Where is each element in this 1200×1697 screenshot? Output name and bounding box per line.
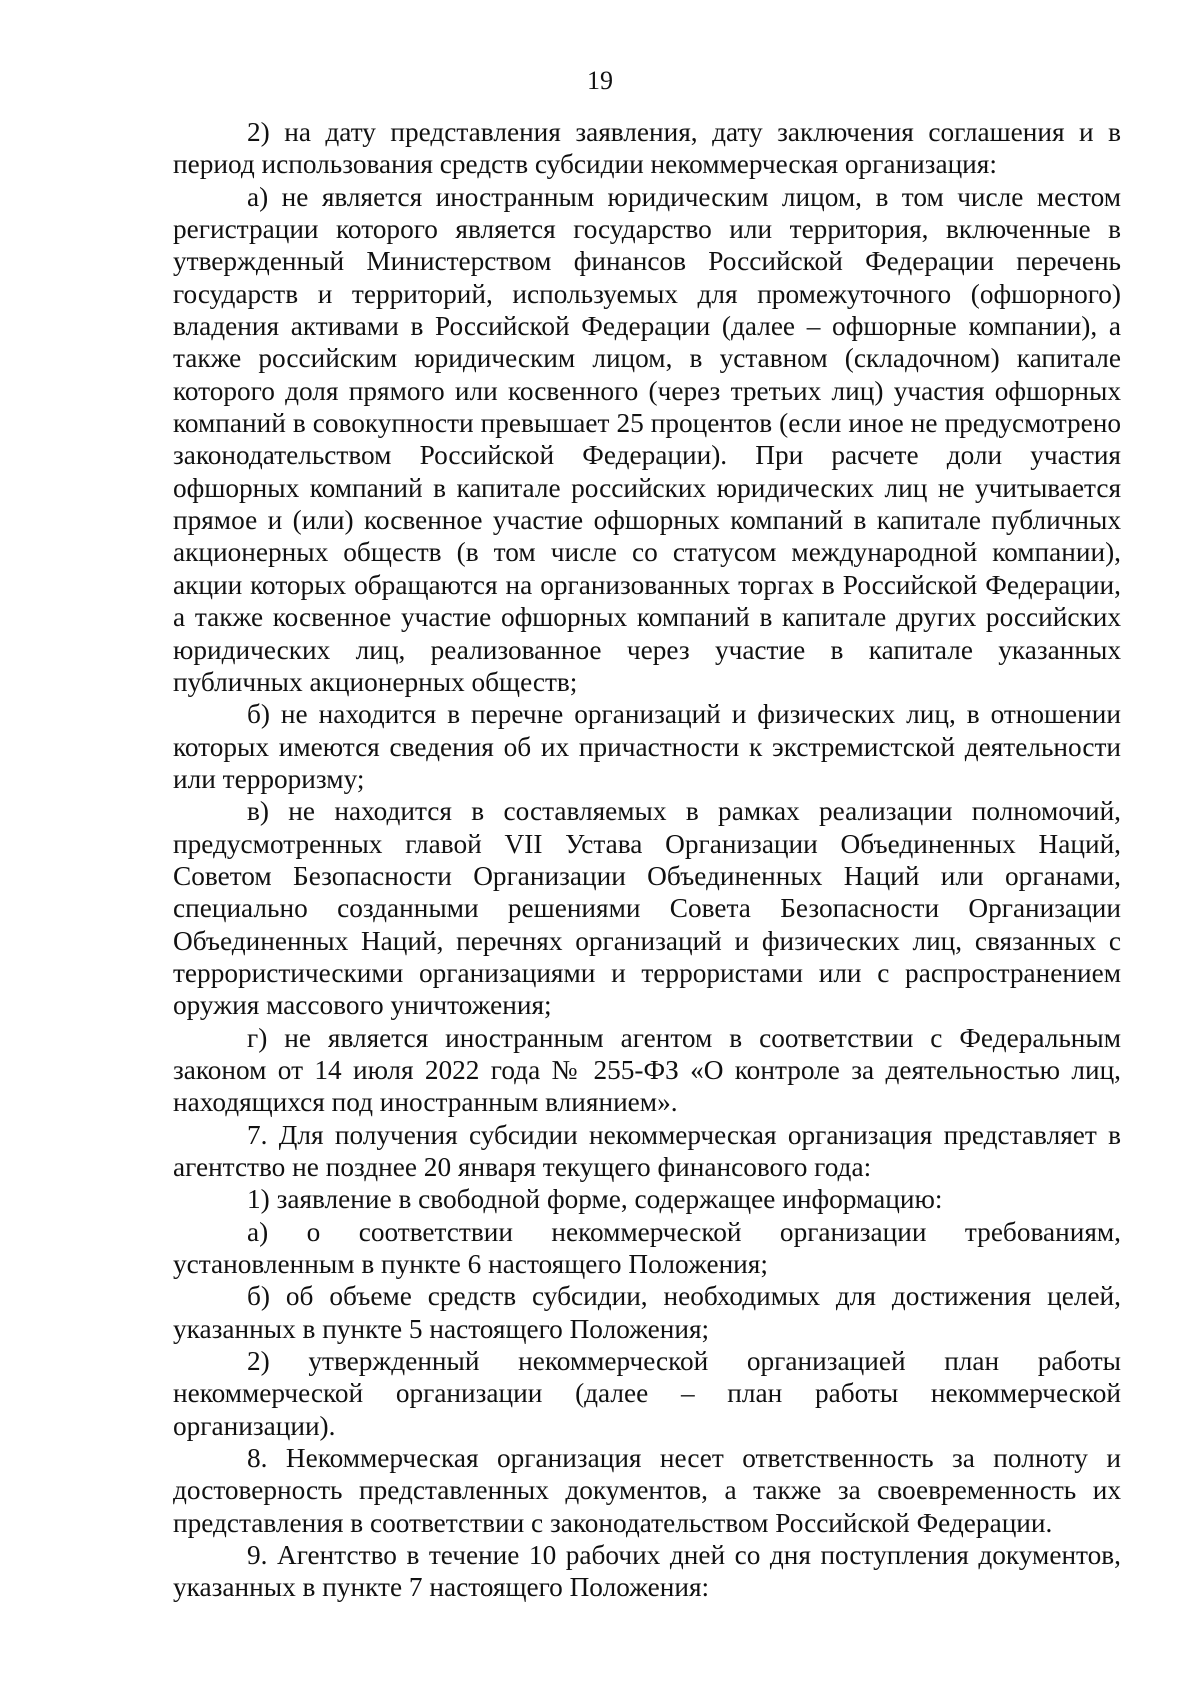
paragraph-subitem-a: а) не является иностранным юридическим лицом, в том числе местом регистрации которого является государство или территория, включенные в утвержденный Министерством финансов Российской Федерации перечень государств и территорий, используемых для промежуточного (офшорного) владения активами в Российской Федерации (далее – офшорные компании), а также российским юридическим лицом, в уставном (складочном) капитале которого доля прямого или косвенного (через третьих лиц) участия офшорных компаний в совокупности превышает 25 процентов (если иное не предусмотрено законодательством Российской Федерации). При расчете доли участия офшорных компаний в капитале российских юридических лиц не учитывается прямое и (или) косвенное участие офшорных компаний в капитале публичных акционерных обществ (в том числе со статусом международной компании), акции которых обращаются на организованных торгах в Российской Федерации, а также косвенное участие офшорных компаний в капитале других российских юридических лиц, реализованное через участие в капитале указанных публичных акционерных обществ; xyxy=(173,181,1121,697)
page-number: 19 xyxy=(587,66,613,95)
paragraph-clause-7-subitem-a: а) о соответствии некоммерческой организации требованиям, установленным в пункте 6 настоящего Положения; xyxy=(173,1216,1121,1280)
document-body xyxy=(173,116,1121,1604)
paragraph-item-2: 2) на дату представления заявления, дату заключения соглашения и в период использования средств субсидии некоммерческая организация: xyxy=(173,117,1121,180)
paragraph-clause-8: 8. Некоммерческая организация несет ответственность за полноту и достоверность представленных документов, а также за своевременность их представления в соответствии с законодательством Российской Федерации. xyxy=(173,1443,1121,1538)
paragraph-clause-7: 7. Для получения субсидии некоммерческая организация представляет в агентство не позднее 20 января текущего финансового года: xyxy=(173,1119,1121,1182)
paragraph-clause-9: 9. Агентство в течение 10 рабочих дней со дня поступления документов, указанных в пункте 7 настоящего Положения: xyxy=(173,1540,1121,1603)
paragraph-subitem-g: г) не является иностранным агентом в соответствии с Федеральным законом от 14 июля 2022 года № 255-ФЗ «О контроле за деятельностью лиц, находящихся под иностранным влиянием». xyxy=(173,1022,1121,1118)
paragraph-clause-7-item-1: 1) заявление в свободной форме, содержащее информацию: xyxy=(247,1184,943,1215)
paragraph-clause-7-item-2: 2) утвержденный некоммерческой организацией план работы некоммерческой организации (далее – план работы некоммерческой организации). xyxy=(173,1346,1121,1441)
paragraph-subitem-v: в) не находится в составляемых в рамках реализации полномочий, предусмотренных главой VII Устава Организации Объединенных Наций, Советом Безопасности Организации Объединенных Наций или органами, специально созданными решениями Совета Безопасности Организации Объединенных Наций, перечнях организаций и физических лиц, связанных с террористическими организациями и террористами или с распространением оружия массового уничтожения; xyxy=(173,796,1121,1021)
paragraph-clause-7-subitem-b: б) об объеме средств субсидии, необходимых для достижения целей, указанных в пункте 5 настоящего Положения; xyxy=(173,1281,1121,1344)
paragraph-subitem-b: б) не находится в перечне организаций и физических лиц, в отношении которых имеются сведения об их причастности к экстремистской деятельности или терроризму; xyxy=(173,699,1121,794)
